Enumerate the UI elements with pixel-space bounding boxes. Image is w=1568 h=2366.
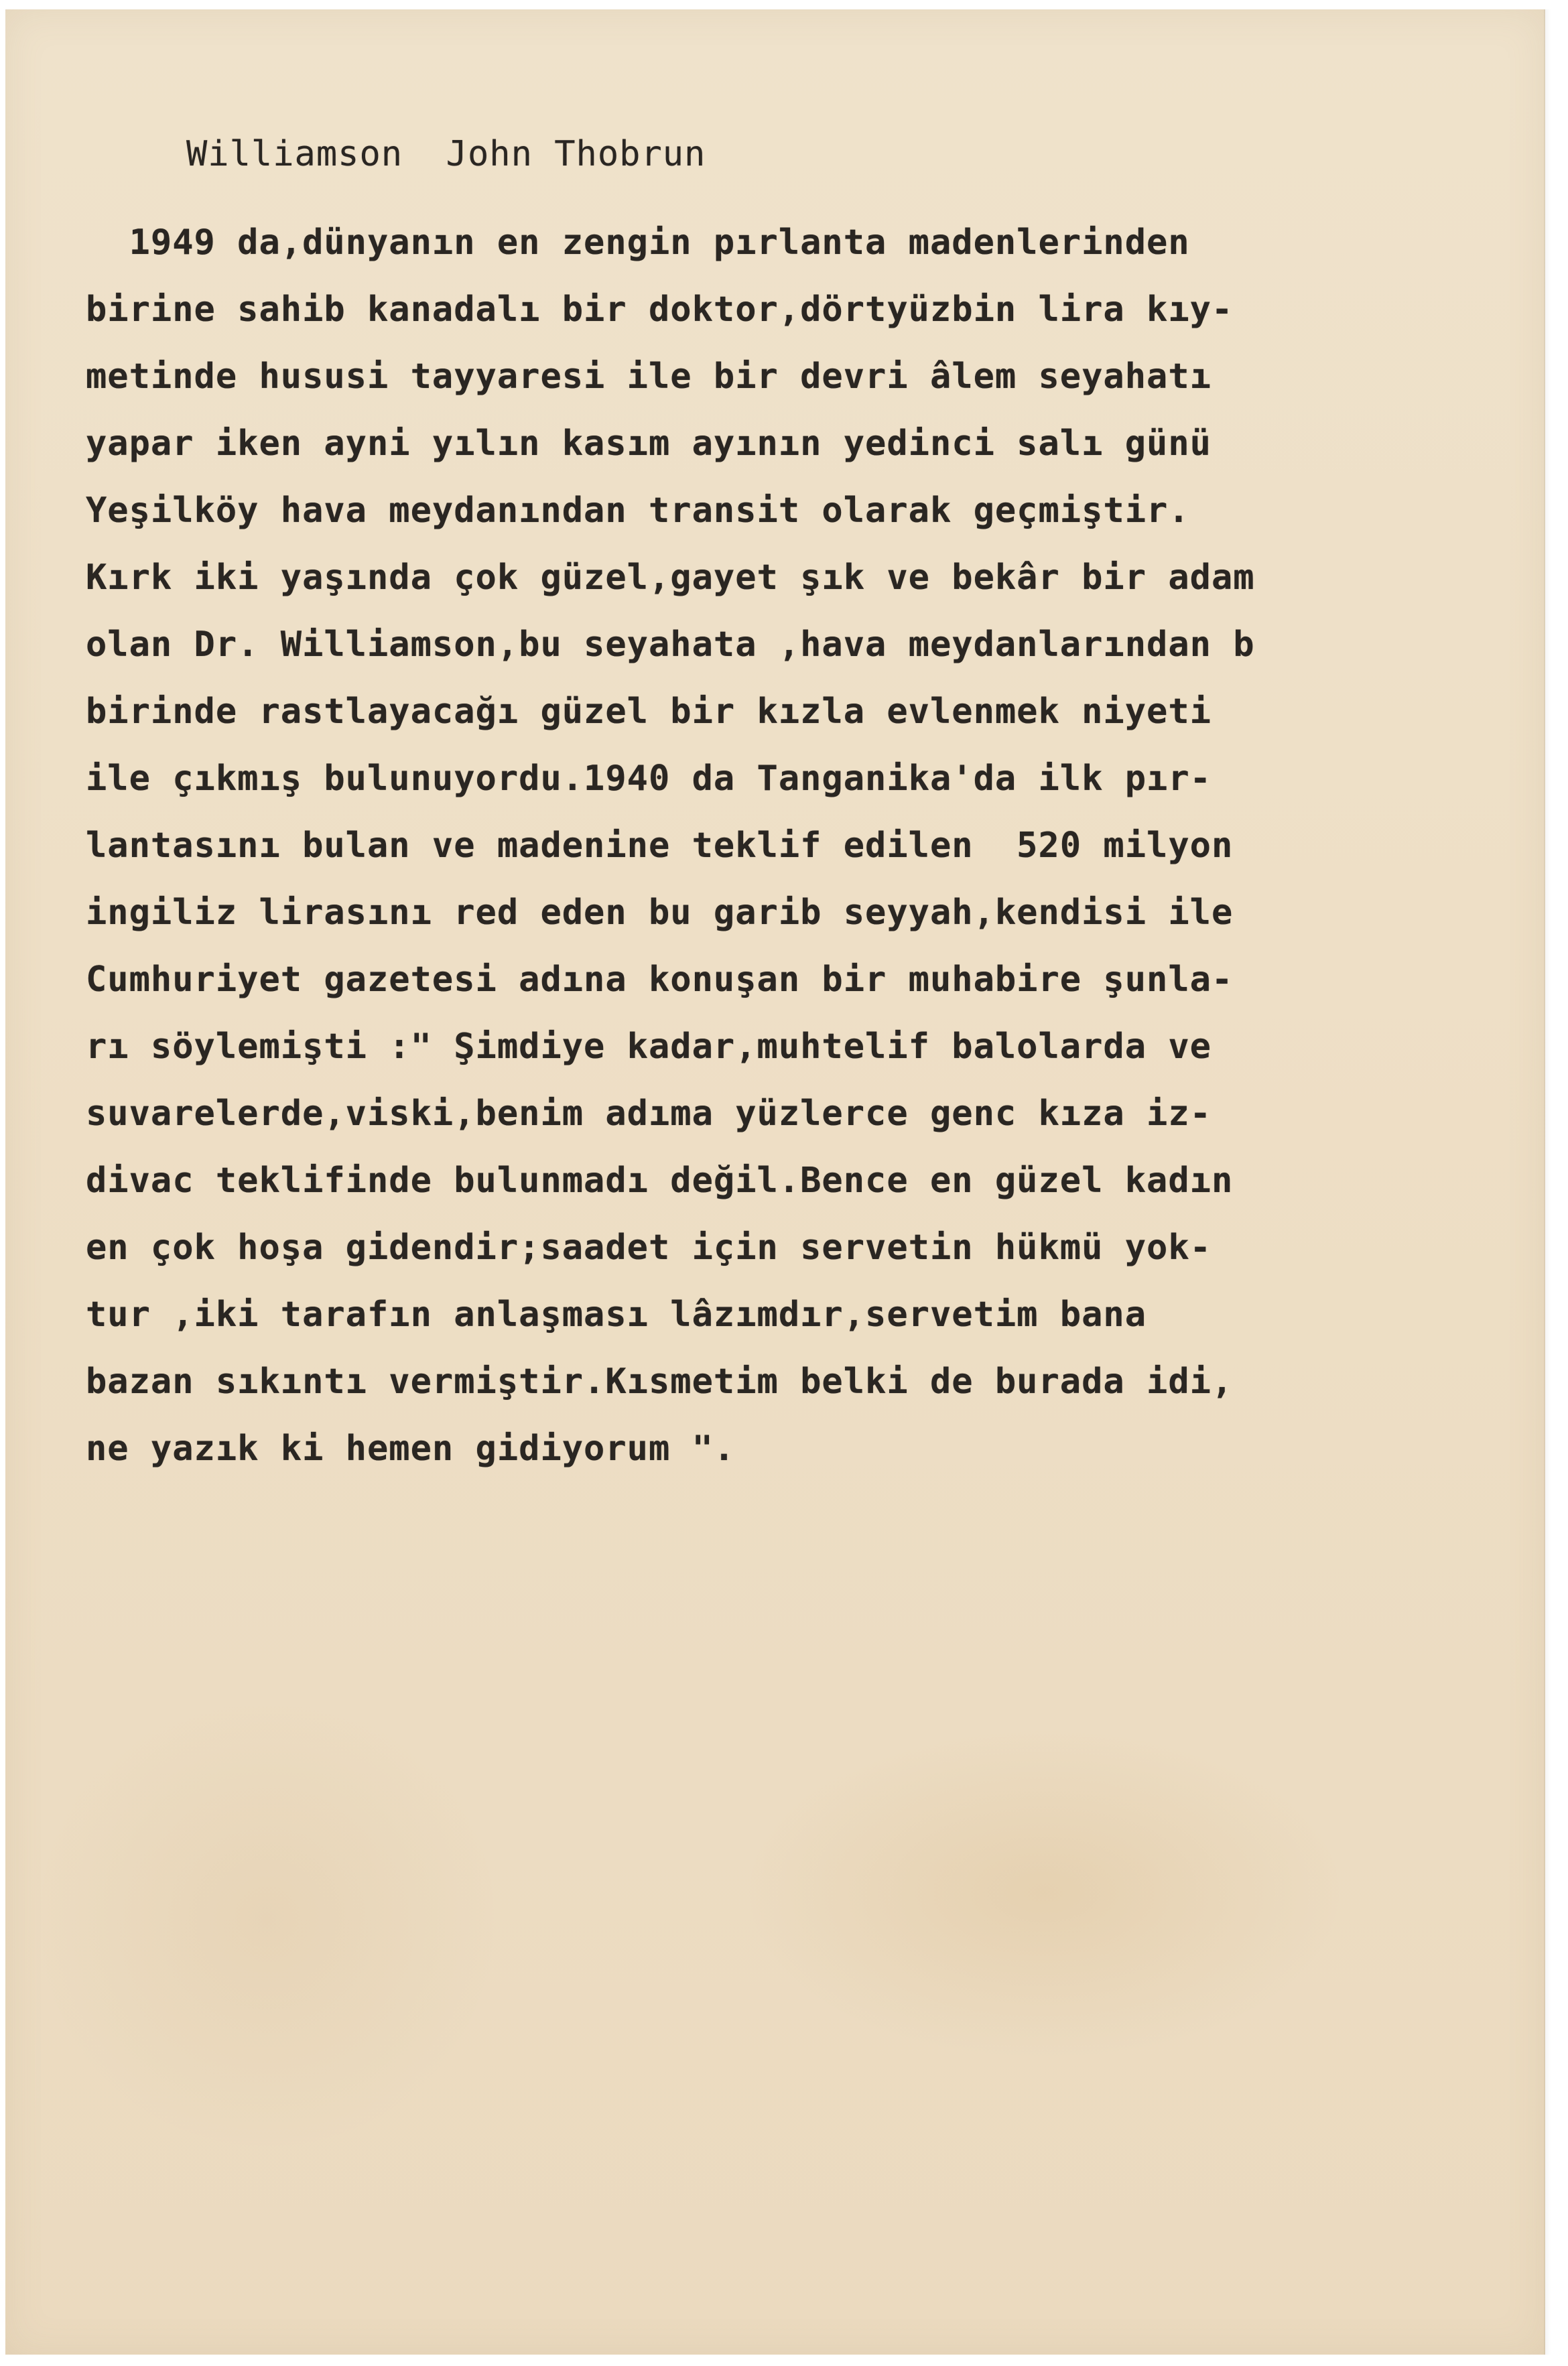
body-line: suvarelerde,viski,benim adıma yüzlerce genc kıza iz- [86, 1094, 1212, 1134]
document-title: Williamson John Thobrun [186, 134, 706, 174]
body-line: birine sahib kanadalı bir doktor,dörtyüzbin lira kıy- [86, 289, 1234, 330]
body-line: tur ,iki tarafın anlaşması lâzımdır,servetim bana [86, 1295, 1147, 1335]
paper-stain [742, 1725, 1346, 2060]
body-line: birinde rastlayacağı güzel bir kızla evlenmek niyeti [86, 692, 1212, 732]
body-line: bazan sıkıntı vermiştir.Kısmetim belki de burada idi, [86, 1362, 1234, 1402]
paper-stain [32, 1685, 501, 2154]
body-line: ne yazık ki hemen gidiyorum ". [86, 1429, 736, 1469]
body-line: ile çıkmış bulunuyordu.1940 da Tanganika'da ilk pır- [86, 759, 1212, 799]
body-line: rı söylemişti :" Şimdiye kadar,muhtelif balolarda ve [86, 1027, 1212, 1067]
typewritten-page [5, 9, 1545, 2355]
body-line: yapar iken ayni yılın kasım ayının yedinci salı günü [86, 423, 1212, 464]
body-line: Yeşilköy hava meydanından transit olarak geçmiştir. [86, 490, 1190, 531]
page-edge-shadow [1544, 9, 1551, 2355]
body-line: ingiliz lirasını red eden bu garib seyyah,kendisi ile [86, 893, 1234, 933]
body-line: divac teklifinde bulunmadı değil.Bence en güzel kadın [86, 1161, 1234, 1201]
body-line: olan Dr. Williamson,bu seyahata ,hava meydanlarından b [86, 625, 1255, 665]
body-line: metinde hususi tayyaresi ile bir devri âlem seyahatı [86, 356, 1212, 397]
body-line: Cumhuriyet gazetesi adına konuşan bir muhabire şunla- [86, 960, 1234, 1000]
body-line: 1949 da,dünyanın en zengin pırlanta madenlerinden [86, 222, 1190, 263]
body-line: en çok hoşa gidendir;saadet için servetin hükmü yok- [86, 1228, 1212, 1268]
body-line: Kırk iki yaşında çok güzel,gayet şık ve bekâr bir adam [86, 557, 1255, 598]
body-line: lantasını bulan ve madenine teklif edilen 520 milyon [86, 826, 1234, 866]
